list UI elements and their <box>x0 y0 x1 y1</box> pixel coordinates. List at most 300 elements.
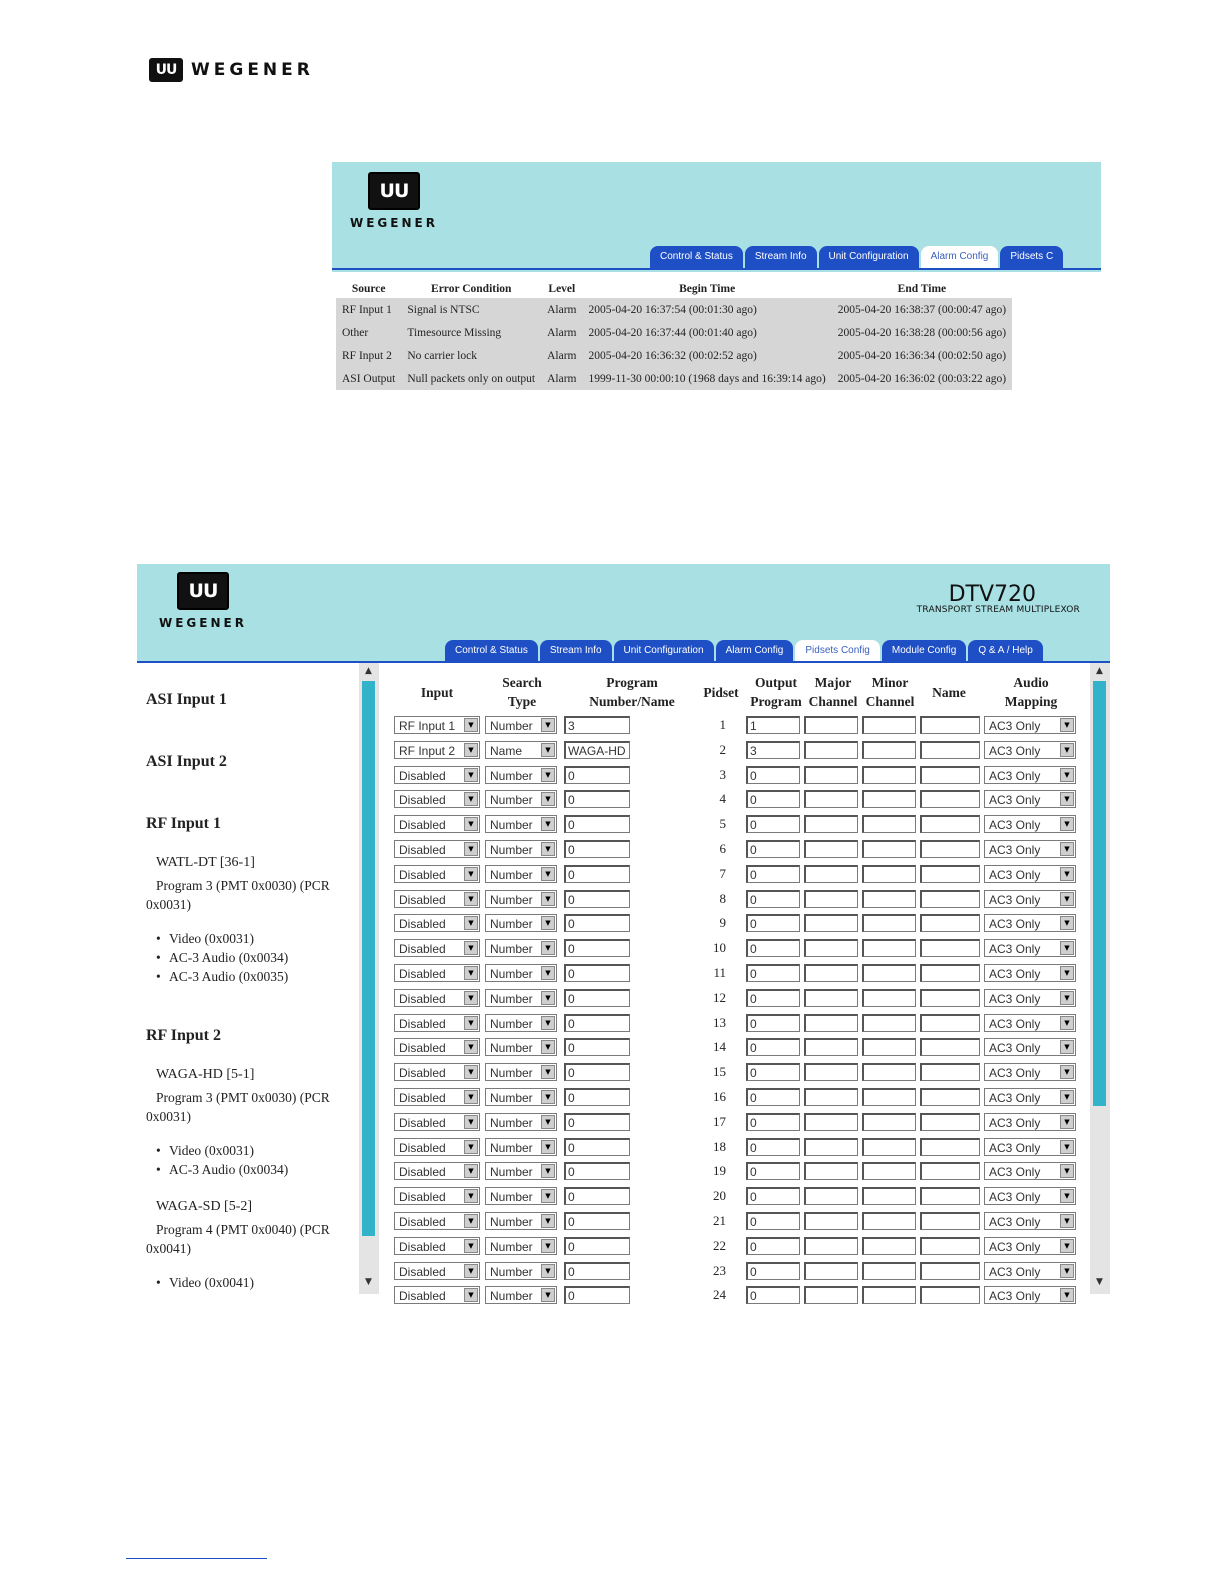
name-input[interactable] <box>920 1237 980 1255</box>
tab-stream-info[interactable]: Stream Info <box>745 246 817 268</box>
minor-channel-input[interactable] <box>862 1088 916 1106</box>
dropdown-arrow-icon[interactable]: ▼ <box>1060 1189 1074 1203</box>
input-select[interactable] <box>394 790 480 808</box>
dropdown-arrow-icon[interactable]: ▼ <box>1060 768 1074 782</box>
audio-mapping-select[interactable] <box>984 741 1076 759</box>
minor-channel-input[interactable] <box>862 1262 916 1280</box>
dropdown-arrow-icon[interactable]: ▼ <box>1060 817 1074 831</box>
output-program-input[interactable]: 0 <box>746 1088 800 1106</box>
dropdown-arrow-icon[interactable]: ▼ <box>464 991 478 1005</box>
dropdown-arrow-icon[interactable]: ▼ <box>1060 1214 1074 1228</box>
name-input[interactable] <box>920 1014 980 1032</box>
program-input[interactable]: 0 <box>564 1162 630 1180</box>
major-channel-input[interactable] <box>804 766 858 784</box>
major-channel-input[interactable] <box>804 1286 858 1304</box>
dropdown-arrow-icon[interactable]: ▼ <box>464 1288 478 1302</box>
input-select[interactable] <box>394 1088 480 1106</box>
dropdown-arrow-icon[interactable]: ▼ <box>464 1016 478 1030</box>
dropdown-arrow-icon[interactable]: ▼ <box>464 1189 478 1203</box>
dropdown-arrow-icon[interactable]: ▼ <box>464 743 478 757</box>
program-input[interactable]: 0 <box>564 964 630 982</box>
input-select[interactable] <box>394 914 480 932</box>
search-type-value: Number <box>490 793 533 808</box>
search-type-select[interactable] <box>485 865 557 883</box>
dropdown-arrow-icon[interactable]: ▼ <box>464 1065 478 1079</box>
name-input[interactable] <box>920 1138 980 1156</box>
output-program-input[interactable]: 0 <box>746 914 800 932</box>
major-channel-input[interactable] <box>804 815 858 833</box>
dropdown-arrow-icon[interactable]: ▼ <box>464 1264 478 1278</box>
audio-mapping-select[interactable] <box>984 989 1076 1007</box>
audio-mapping-select[interactable] <box>984 914 1076 932</box>
output-program-input[interactable]: 0 <box>746 1162 800 1180</box>
program-input[interactable]: 0 <box>564 1088 630 1106</box>
input-select-value: Disabled <box>399 1066 446 1081</box>
program-input[interactable]: 0 <box>564 766 630 784</box>
name-input[interactable] <box>920 1286 980 1304</box>
audio-mapping-value: AC3 Only <box>989 917 1041 932</box>
search-type-select[interactable] <box>485 989 557 1007</box>
audio-mapping-select[interactable] <box>984 1038 1076 1056</box>
scroll-down-icon[interactable]: ▼ <box>365 1277 372 1287</box>
dropdown-arrow-icon[interactable]: ▼ <box>1060 792 1074 806</box>
audio-mapping-select[interactable] <box>984 716 1076 734</box>
dropdown-arrow-icon[interactable]: ▼ <box>541 991 555 1005</box>
search-type-select[interactable] <box>485 1138 557 1156</box>
output-program-input[interactable]: 0 <box>746 964 800 982</box>
column-minor-channel: Minor Channel <box>865 675 915 709</box>
dropdown-arrow-icon[interactable]: ▼ <box>541 1065 555 1079</box>
output-program-input[interactable]: 0 <box>746 1237 800 1255</box>
minor-channel-input[interactable] <box>862 1063 916 1081</box>
minor-channel-input[interactable] <box>862 865 916 883</box>
program-input[interactable]: 0 <box>564 1286 630 1304</box>
dropdown-arrow-icon[interactable]: ▼ <box>541 768 555 782</box>
dropdown-arrow-icon[interactable]: ▼ <box>541 743 555 757</box>
dropdown-arrow-icon[interactable]: ▼ <box>541 867 555 881</box>
minor-channel-input[interactable] <box>862 1014 916 1032</box>
tab-control-status[interactable]: Control & Status <box>650 246 743 268</box>
major-channel-input[interactable] <box>804 741 858 759</box>
search-type-select[interactable] <box>485 1088 557 1106</box>
name-input[interactable] <box>920 1262 980 1280</box>
audio-mapping-select[interactable] <box>984 1113 1076 1131</box>
dropdown-arrow-icon[interactable]: ▼ <box>1060 743 1074 757</box>
major-channel-input[interactable] <box>804 890 858 908</box>
audio-mapping-select[interactable] <box>984 1212 1076 1230</box>
program-input[interactable]: WAGA-HD <box>564 741 630 759</box>
minor-channel-input[interactable] <box>862 1162 916 1180</box>
major-channel-input[interactable] <box>804 1162 858 1180</box>
dropdown-arrow-icon[interactable]: ▼ <box>464 1164 478 1178</box>
dropdown-arrow-icon[interactable]: ▼ <box>1060 867 1074 881</box>
search-type-select[interactable] <box>485 914 557 932</box>
program-input[interactable]: 0 <box>564 790 630 808</box>
dropdown-arrow-icon[interactable]: ▼ <box>541 1090 555 1104</box>
tab-pidsets-c[interactable]: Pidsets C <box>1000 246 1063 268</box>
minor-channel-input[interactable] <box>862 964 916 982</box>
dropdown-arrow-icon[interactable]: ▼ <box>1060 1239 1074 1253</box>
search-type-select[interactable] <box>485 1212 557 1230</box>
name-input[interactable] <box>920 939 980 957</box>
audio-mapping-select[interactable] <box>984 766 1076 784</box>
output-program-input[interactable]: 0 <box>746 939 800 957</box>
search-type-select[interactable] <box>485 840 557 858</box>
name-input[interactable] <box>920 815 980 833</box>
program-input[interactable]: 0 <box>564 1038 630 1056</box>
tab-alarm-config[interactable]: Alarm Config <box>716 640 794 662</box>
audio-mapping-select[interactable] <box>984 1187 1076 1205</box>
minor-channel-input[interactable] <box>862 1138 916 1156</box>
dropdown-arrow-icon[interactable]: ▼ <box>541 792 555 806</box>
dropdown-arrow-icon[interactable]: ▼ <box>464 941 478 955</box>
input-select[interactable] <box>394 1113 480 1131</box>
major-channel-input[interactable] <box>804 840 858 858</box>
dropdown-arrow-icon[interactable]: ▼ <box>1060 842 1074 856</box>
audio-mapping-value: AC3 Only <box>989 1140 1041 1155</box>
search-type-select[interactable] <box>485 1113 557 1131</box>
dropdown-arrow-icon[interactable]: ▼ <box>1060 892 1074 906</box>
search-type-select[interactable] <box>485 1014 557 1032</box>
search-type-select[interactable] <box>485 741 557 759</box>
program-input[interactable]: 0 <box>564 1237 630 1255</box>
program-input[interactable]: 0 <box>564 1212 630 1230</box>
program-input[interactable]: 0 <box>564 865 630 883</box>
pidset-number: 14 <box>713 1039 726 1055</box>
audio-mapping-select[interactable] <box>984 1138 1076 1156</box>
app-header <box>137 564 1110 663</box>
audio-mapping-select[interactable] <box>984 1262 1076 1280</box>
input-select[interactable] <box>394 890 480 908</box>
dropdown-arrow-icon[interactable]: ▼ <box>541 1115 555 1129</box>
program-input[interactable]: 0 <box>564 1262 630 1280</box>
audio-mapping-select[interactable] <box>984 815 1076 833</box>
dropdown-arrow-icon[interactable]: ▼ <box>464 842 478 856</box>
output-program-input[interactable]: 0 <box>746 840 800 858</box>
audio-mapping-select[interactable] <box>984 1014 1076 1032</box>
program-input[interactable]: 0 <box>564 914 630 932</box>
major-channel-input[interactable] <box>804 865 858 883</box>
minor-channel-input[interactable] <box>862 1212 916 1230</box>
name-input[interactable] <box>920 741 980 759</box>
tab-stream-info[interactable]: Stream Info <box>540 640 612 662</box>
search-type-select[interactable] <box>485 1063 557 1081</box>
dropdown-arrow-icon[interactable]: ▼ <box>541 817 555 831</box>
dropdown-arrow-icon[interactable]: ▼ <box>1060 1065 1074 1079</box>
dropdown-arrow-icon[interactable]: ▼ <box>541 1264 555 1278</box>
minor-channel-input[interactable] <box>862 815 916 833</box>
program-input[interactable]: 0 <box>564 815 630 833</box>
program-input[interactable]: 0 <box>564 1187 630 1205</box>
search-type-select[interactable] <box>485 815 557 833</box>
program-input[interactable]: 0 <box>564 1113 630 1131</box>
minor-channel-input[interactable] <box>862 1038 916 1056</box>
output-program-input[interactable]: 0 <box>746 1014 800 1032</box>
tab-module-config[interactable]: Module Config <box>882 640 966 662</box>
output-program-input[interactable]: 0 <box>746 1262 800 1280</box>
dropdown-arrow-icon[interactable]: ▼ <box>541 1140 555 1154</box>
search-type-select[interactable] <box>485 1187 557 1205</box>
scroll-down-icon[interactable]: ▼ <box>1096 1277 1103 1287</box>
minor-channel-input[interactable] <box>862 1237 916 1255</box>
input-select[interactable] <box>394 1286 480 1304</box>
left-scrollbar[interactable] <box>359 663 379 1294</box>
audio-mapping-select[interactable] <box>984 1162 1076 1180</box>
output-program-input[interactable]: 0 <box>746 1113 800 1131</box>
output-program-input[interactable]: 0 <box>746 1212 800 1230</box>
dropdown-arrow-icon[interactable]: ▼ <box>464 768 478 782</box>
major-channel-input[interactable] <box>804 1088 858 1106</box>
name-input[interactable] <box>920 1113 980 1131</box>
search-type-select[interactable] <box>485 1286 557 1304</box>
dropdown-arrow-icon[interactable]: ▼ <box>464 1239 478 1253</box>
input-select-value: Disabled <box>399 1239 446 1254</box>
input-select[interactable] <box>394 989 480 1007</box>
input-select[interactable] <box>394 865 480 883</box>
search-type-select[interactable] <box>485 790 557 808</box>
search-type-select[interactable] <box>485 890 557 908</box>
dropdown-arrow-icon[interactable]: ▼ <box>1060 1115 1074 1129</box>
input-select[interactable] <box>394 1063 480 1081</box>
audio-mapping-select[interactable] <box>984 1237 1076 1255</box>
dropdown-arrow-icon[interactable]: ▼ <box>464 792 478 806</box>
audio-mapping-select[interactable] <box>984 939 1076 957</box>
major-channel-input[interactable] <box>804 1038 858 1056</box>
input-select[interactable] <box>394 1038 480 1056</box>
input-select[interactable] <box>394 840 480 858</box>
input-select[interactable] <box>394 1138 480 1156</box>
audio-mapping-select[interactable] <box>984 890 1076 908</box>
dropdown-arrow-icon[interactable]: ▼ <box>541 916 555 930</box>
major-channel-input[interactable] <box>804 790 858 808</box>
dropdown-arrow-icon[interactable]: ▼ <box>541 966 555 980</box>
input-select[interactable] <box>394 1262 480 1280</box>
major-channel-input[interactable] <box>804 1262 858 1280</box>
minor-channel-input[interactable] <box>862 790 916 808</box>
major-channel-input[interactable] <box>804 964 858 982</box>
output-program-input[interactable]: 0 <box>746 1187 800 1205</box>
tab-unit-configuration[interactable]: Unit Configuration <box>614 640 714 662</box>
scrollbar-thumb[interactable] <box>1093 681 1106 1106</box>
output-program-input[interactable]: 0 <box>746 989 800 1007</box>
name-input[interactable] <box>920 1162 980 1180</box>
tab-q-a-help[interactable]: Q & A / Help <box>968 640 1042 662</box>
name-input[interactable] <box>920 1187 980 1205</box>
dropdown-arrow-icon[interactable]: ▼ <box>1060 1264 1074 1278</box>
major-channel-input[interactable] <box>804 1014 858 1032</box>
dropdown-arrow-icon[interactable]: ▼ <box>1060 991 1074 1005</box>
pidset-number: 17 <box>713 1113 726 1129</box>
search-type-select[interactable] <box>485 964 557 982</box>
audio-mapping-select[interactable] <box>984 840 1076 858</box>
dropdown-arrow-icon[interactable]: ▼ <box>1060 966 1074 980</box>
input-select[interactable] <box>394 1187 480 1205</box>
search-type-select[interactable] <box>485 716 557 734</box>
tab-control-status[interactable]: Control & Status <box>445 640 538 662</box>
audio-mapping-select[interactable] <box>984 1063 1076 1081</box>
input-select[interactable] <box>394 939 480 957</box>
minor-channel-input[interactable] <box>862 766 916 784</box>
dropdown-arrow-icon[interactable]: ▼ <box>464 1090 478 1104</box>
search-type-select[interactable] <box>485 1162 557 1180</box>
major-channel-input[interactable] <box>804 1113 858 1131</box>
name-input[interactable] <box>920 964 980 982</box>
dropdown-arrow-icon[interactable]: ▼ <box>1060 1040 1074 1054</box>
input-select[interactable] <box>394 815 480 833</box>
dropdown-arrow-icon[interactable]: ▼ <box>541 1239 555 1253</box>
input-select[interactable] <box>394 741 480 759</box>
input-select-value: Disabled <box>399 1115 446 1130</box>
minor-channel-input[interactable] <box>862 939 916 957</box>
name-input[interactable] <box>920 1063 980 1081</box>
pidset-row <box>384 1038 1088 1060</box>
major-channel-input[interactable] <box>804 1187 858 1205</box>
output-program-input[interactable]: 0 <box>746 1063 800 1081</box>
minor-channel-input[interactable] <box>862 840 916 858</box>
output-program-input[interactable]: 0 <box>746 766 800 784</box>
name-input[interactable] <box>920 840 980 858</box>
name-input[interactable] <box>920 1038 980 1056</box>
output-program-input[interactable]: 0 <box>746 1038 800 1056</box>
minor-channel-input[interactable] <box>862 989 916 1007</box>
dropdown-arrow-icon[interactable]: ▼ <box>541 1214 555 1228</box>
dropdown-arrow-icon[interactable]: ▼ <box>464 966 478 980</box>
dropdown-arrow-icon[interactable]: ▼ <box>541 842 555 856</box>
program-input[interactable]: 0 <box>564 939 630 957</box>
scrollbar-thumb[interactable] <box>362 681 375 1236</box>
search-type-select[interactable] <box>485 1237 557 1255</box>
program-input[interactable]: 0 <box>564 840 630 858</box>
input-select[interactable] <box>394 1237 480 1255</box>
program-input[interactable]: 0 <box>564 1014 630 1032</box>
output-program-input[interactable]: 0 <box>746 1138 800 1156</box>
name-input[interactable] <box>920 890 980 908</box>
name-input[interactable] <box>920 1212 980 1230</box>
output-program-input[interactable]: 0 <box>746 890 800 908</box>
input-select[interactable] <box>394 1212 480 1230</box>
dropdown-arrow-icon[interactable]: ▼ <box>464 1115 478 1129</box>
dropdown-arrow-icon[interactable]: ▼ <box>541 1288 555 1302</box>
major-channel-input[interactable] <box>804 1237 858 1255</box>
input-select[interactable] <box>394 766 480 784</box>
major-channel-input[interactable] <box>804 1212 858 1230</box>
name-input[interactable] <box>920 1088 980 1106</box>
program-input[interactable]: 0 <box>564 989 630 1007</box>
tab-pidsets-config[interactable]: Pidsets Config <box>795 640 879 662</box>
program-input[interactable]: 0 <box>564 1063 630 1081</box>
minor-channel-input[interactable] <box>862 1113 916 1131</box>
dropdown-arrow-icon[interactable]: ▼ <box>1060 916 1074 930</box>
right-scrollbar[interactable] <box>1090 663 1110 1294</box>
dropdown-arrow-icon[interactable]: ▼ <box>541 1164 555 1178</box>
output-program-input[interactable]: 0 <box>746 1286 800 1304</box>
dropdown-arrow-icon[interactable]: ▼ <box>464 916 478 930</box>
table-cell: 1999-11-30 00:00:10 (1968 days and 16:39:14 ago) <box>583 367 832 390</box>
dropdown-arrow-icon[interactable]: ▼ <box>1060 1288 1074 1302</box>
input-select[interactable] <box>394 1162 480 1180</box>
name-input[interactable] <box>920 989 980 1007</box>
dropdown-arrow-icon[interactable]: ▼ <box>464 1140 478 1154</box>
minor-channel-input[interactable] <box>862 1286 916 1304</box>
dropdown-arrow-icon[interactable]: ▼ <box>464 1040 478 1054</box>
audio-mapping-select[interactable] <box>984 964 1076 982</box>
dropdown-arrow-icon[interactable]: ▼ <box>541 1189 555 1203</box>
dropdown-arrow-icon[interactable]: ▼ <box>1060 1016 1074 1030</box>
table-cell: Alarm <box>541 298 582 321</box>
dropdown-arrow-icon[interactable]: ▼ <box>464 1214 478 1228</box>
minor-channel-input[interactable] <box>862 914 916 932</box>
name-input[interactable] <box>920 790 980 808</box>
dropdown-arrow-icon[interactable]: ▼ <box>1060 1090 1074 1104</box>
dropdown-arrow-icon[interactable]: ▼ <box>541 1016 555 1030</box>
scroll-up-icon[interactable]: ▲ <box>1096 666 1103 676</box>
input-select[interactable] <box>394 716 480 734</box>
major-channel-input[interactable] <box>804 716 858 734</box>
dropdown-arrow-icon[interactable]: ▼ <box>541 1040 555 1054</box>
dropdown-arrow-icon[interactable]: ▼ <box>541 941 555 955</box>
major-channel-input[interactable] <box>804 1138 858 1156</box>
program-input[interactable]: 0 <box>564 890 630 908</box>
dropdown-arrow-icon[interactable]: ▼ <box>1060 1164 1074 1178</box>
output-program-input[interactable]: 0 <box>746 865 800 883</box>
program-input[interactable]: 3 <box>564 716 630 734</box>
minor-channel-input[interactable] <box>862 890 916 908</box>
major-channel-input[interactable] <box>804 939 858 957</box>
stream-item: • AC-3 Audio (0x0034) <box>169 1162 288 1178</box>
dropdown-arrow-icon[interactable]: ▼ <box>541 892 555 906</box>
input-select[interactable] <box>394 1014 480 1032</box>
major-channel-input[interactable] <box>804 989 858 1007</box>
dropdown-arrow-icon[interactable]: ▼ <box>1060 718 1074 732</box>
minor-channel-input[interactable] <box>862 741 916 759</box>
name-input[interactable] <box>920 914 980 932</box>
dropdown-arrow-icon[interactable]: ▼ <box>464 867 478 881</box>
name-input[interactable] <box>920 865 980 883</box>
search-type-select[interactable] <box>485 939 557 957</box>
output-program-input[interactable]: 3 <box>746 741 800 759</box>
audio-mapping-select[interactable] <box>984 865 1076 883</box>
minor-channel-input[interactable] <box>862 1187 916 1205</box>
tab-alarm-config[interactable]: Alarm Config <box>921 246 999 268</box>
output-program-input[interactable]: 0 <box>746 790 800 808</box>
dropdown-arrow-icon[interactable]: ▼ <box>541 718 555 732</box>
search-type-select[interactable] <box>485 1262 557 1280</box>
search-type-select[interactable] <box>485 1038 557 1056</box>
output-program-input[interactable]: 1 <box>746 716 800 734</box>
major-channel-input[interactable] <box>804 914 858 932</box>
search-type-select[interactable] <box>485 766 557 784</box>
scroll-up-icon[interactable]: ▲ <box>365 666 372 676</box>
input-select[interactable] <box>394 964 480 982</box>
audio-mapping-value: AC3 Only <box>989 743 1041 758</box>
output-program-input[interactable]: 0 <box>746 815 800 833</box>
asi-input-2-heading: ASI Input 2 <box>146 753 227 770</box>
major-channel-input[interactable] <box>804 1063 858 1081</box>
dropdown-arrow-icon[interactable]: ▼ <box>1060 1140 1074 1154</box>
audio-mapping-select[interactable] <box>984 1286 1076 1304</box>
tab-unit-configuration[interactable]: Unit Configuration <box>819 246 919 268</box>
dropdown-arrow-icon[interactable]: ▼ <box>1060 941 1074 955</box>
name-input[interactable] <box>920 716 980 734</box>
dropdown-arrow-icon[interactable]: ▼ <box>464 718 478 732</box>
name-input[interactable] <box>920 766 980 784</box>
audio-mapping-select[interactable] <box>984 1088 1076 1106</box>
audio-mapping-select[interactable] <box>984 790 1076 808</box>
dropdown-arrow-icon[interactable]: ▼ <box>464 817 478 831</box>
dropdown-arrow-icon[interactable]: ▼ <box>464 892 478 906</box>
minor-channel-input[interactable] <box>862 716 916 734</box>
program-input[interactable]: 0 <box>564 1138 630 1156</box>
